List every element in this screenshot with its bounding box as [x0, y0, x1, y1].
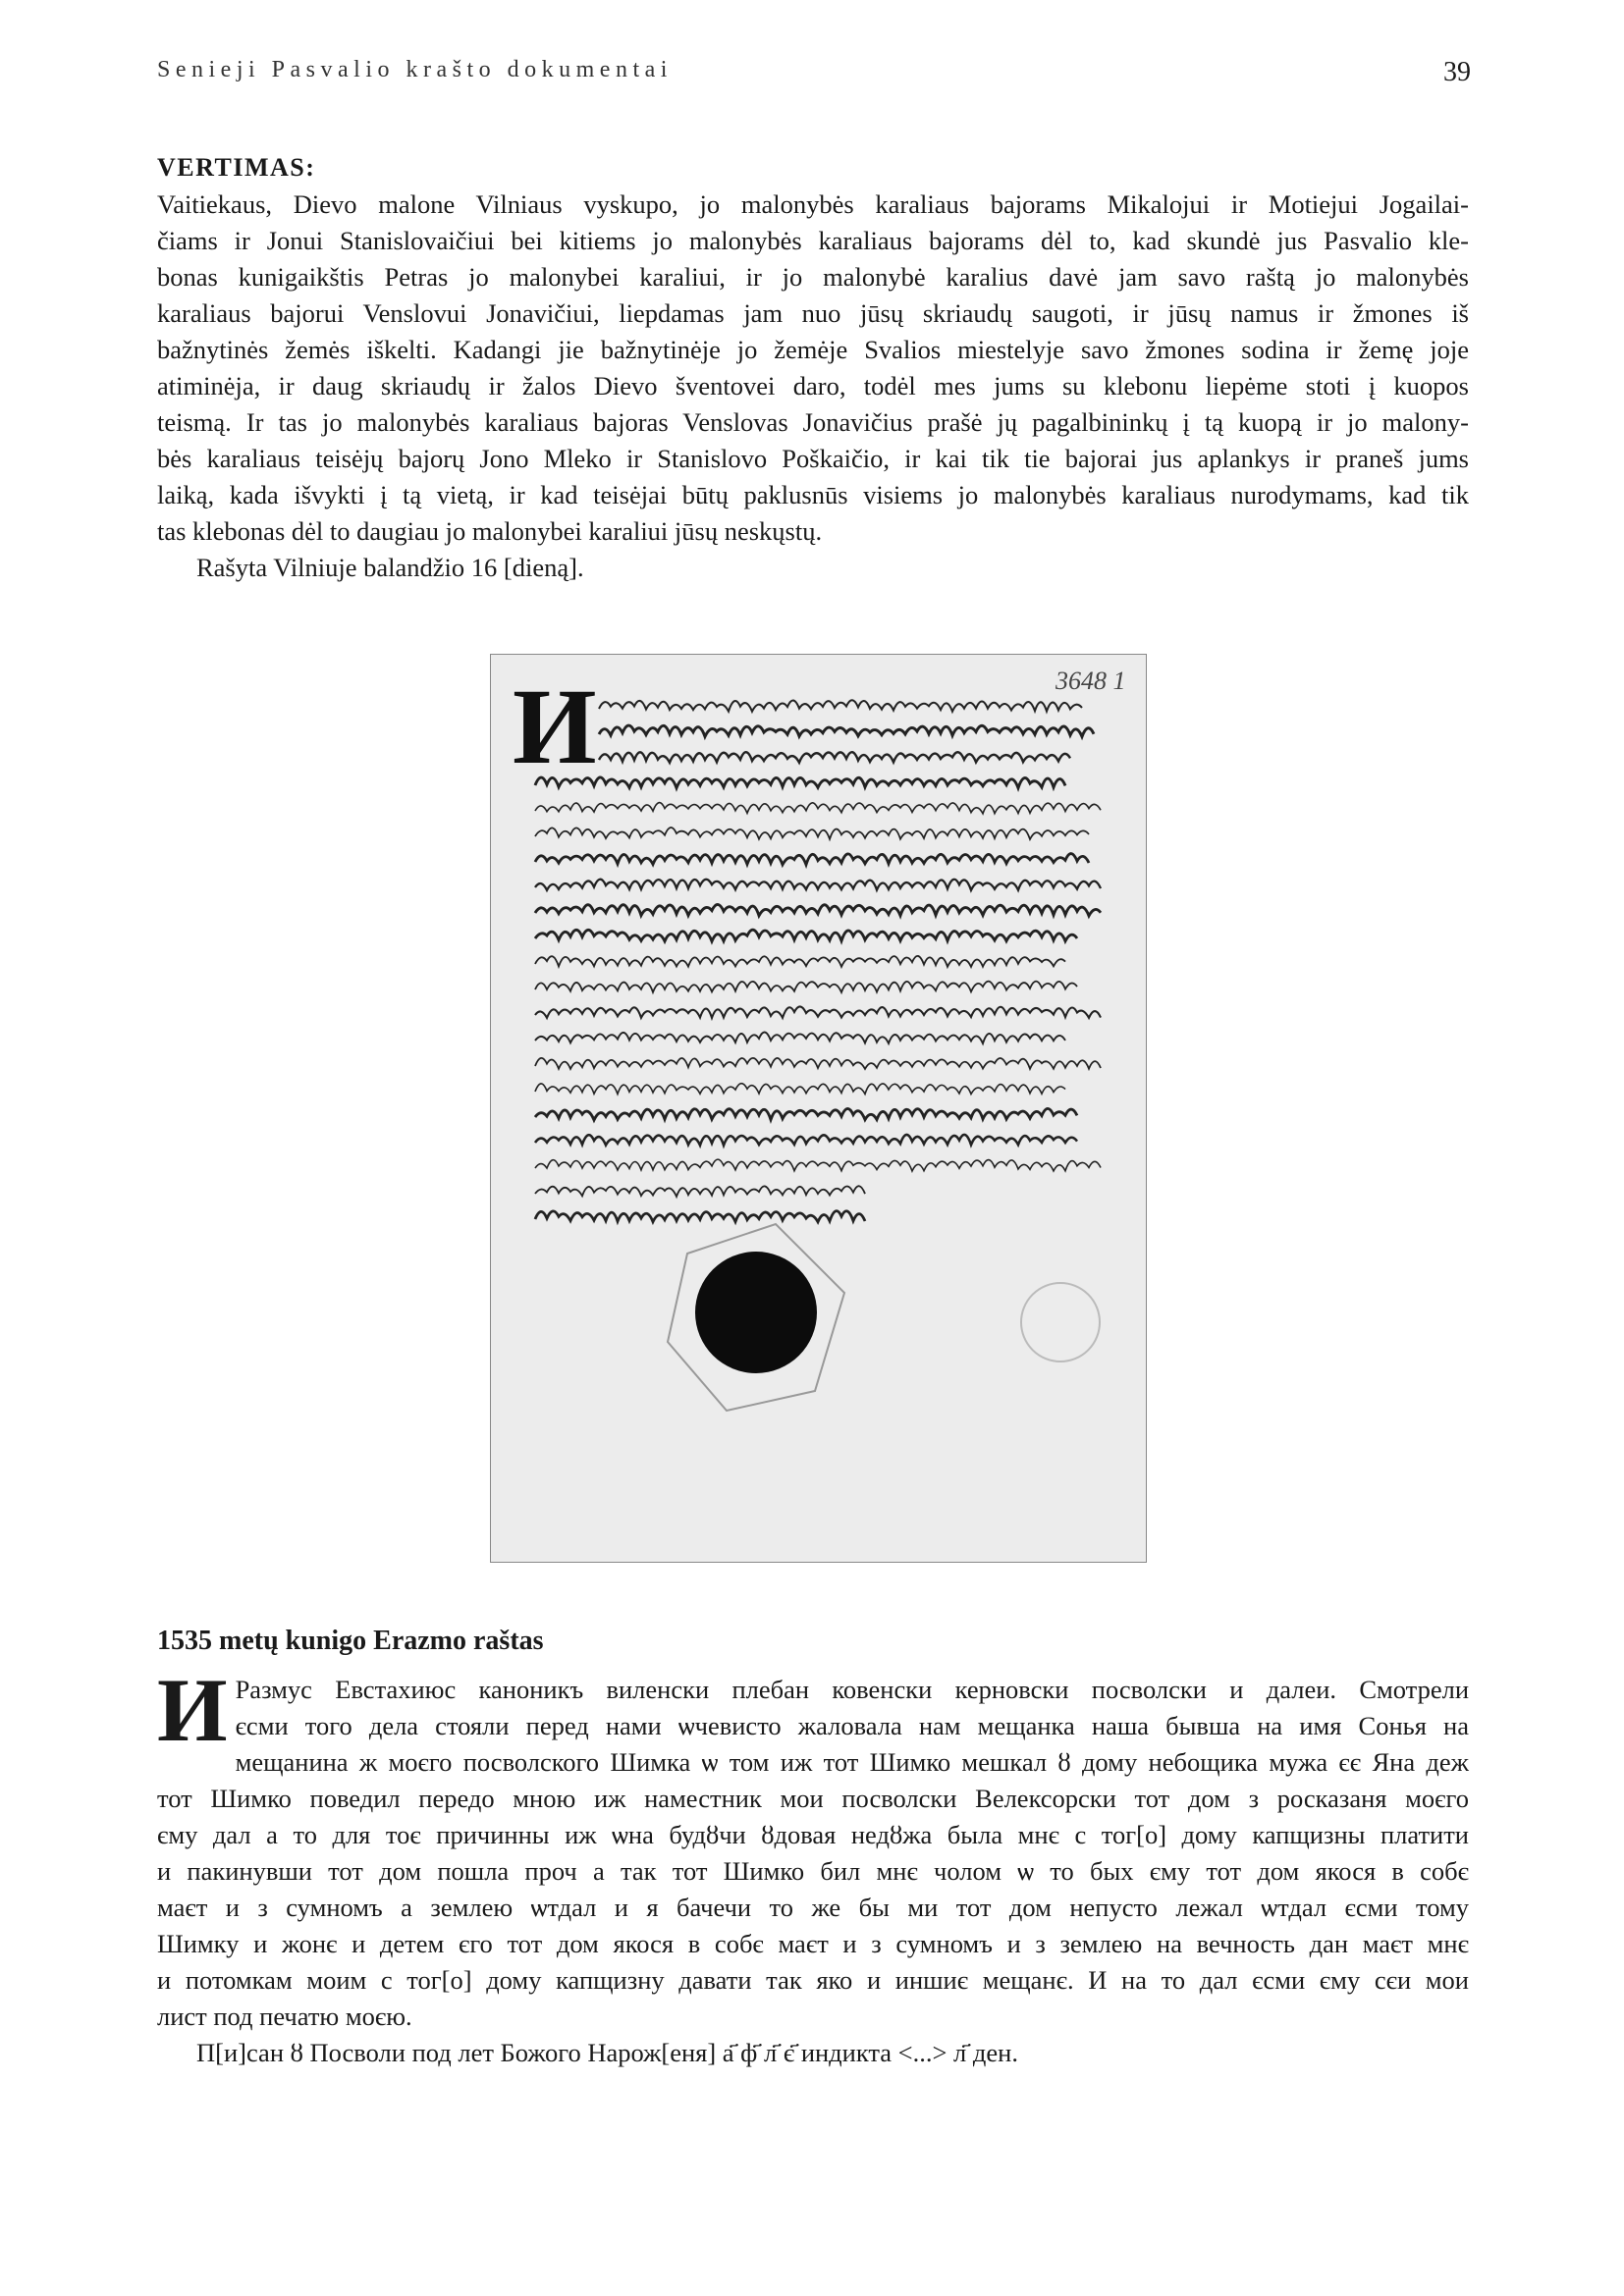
manuscript-image — [490, 654, 1147, 1563]
running-title: Senieji Pasvalio krašto dokumentai — [157, 57, 673, 82]
text-line: bažnytinės žemės iškelti. Kadangi jie bažnytinėje jo žemėje Svalios miestelyje savo žmones sodina ir žemę joje — [157, 335, 1469, 364]
manuscript-initial: И — [513, 667, 597, 786]
text-line: bės karaliaus teisėjų bajorų Jono Mleko ir Stanislovo Poškaičio, ir kai tik tie bajorai jus aplankys ir praneš jums — [157, 444, 1469, 473]
text-line: Шимку и жонє и детем єго тот дом якося в собє маєт и з сумномъ и з землею на вечность дан маєт мнє — [157, 1929, 1469, 1958]
text-line: мещанина ж моєго посволского Шимка ѡ том иж тот Шимко мешкал ȣ дому небощика мужа єє Яна деж — [235, 1747, 1469, 1777]
text-line: маєт и з сумномъ а землею ѡтдал и я бачечи то же бы ми тот дом непусто лежал ѡтдал єсми тому — [157, 1893, 1469, 1922]
text-line: čiams ir Jonui Stanislovaičiui bei kitiems jo malonybės karaliaus bajorams dėl to, kad skundė jus Pasvalio kle- — [157, 226, 1469, 255]
document-heading: 1535 metų kunigo Erazmo raštas — [157, 1626, 544, 1656]
dating-line: П[и]сан ȣ Посволи под лет Божого Нарож[еня] а҃ ф҃ л҃ є҃ индикта <...> л҃ ден. — [196, 2038, 1018, 2067]
text-line: єсми того дела стояли перед нами ѡчевисто жаловала нам мещанка наша бывша на имя Сонья на — [235, 1711, 1469, 1740]
text-line: тот Шимко поведил передо мною иж наместник мои посволски Велексорски тот дом з росказаня моєго — [157, 1784, 1469, 1813]
archive-number: 3648 1 — [1056, 667, 1126, 695]
page-number: 39 — [1443, 57, 1471, 87]
text-line: и потомкам моим с тог[о] дому капщизну давати так яко и иншиє мещанє. И на то дал єсми єму сєи мои — [157, 1965, 1469, 1995]
text-line: єму дал а то для тоє причинны иж ѡна будȣчи ȣдовая недȣжа была мнє с тог[о] дому капщизны платити — [157, 1820, 1469, 1849]
text-line: Размус Евстахиюс каноникъ виленски плебан ковенски керновски посволски и далеи. Смотрели — [235, 1675, 1469, 1704]
translation-text — [157, 187, 1469, 586]
text-line: и пакинувши тот дом пошла проч а так тот Шимко бил мнє чолом ѡ то бых єму тот дом якося в собє — [157, 1856, 1469, 1886]
text-line: teismą. Ir tas jo malonybės karaliaus bajoras Venslovas Jonavičius prašė jų pagalbininkų į tą kuopą ir jo malony- — [157, 407, 1469, 437]
translation-heading: VERTIMAS: — [157, 153, 316, 182]
text-line: tas klebonas dėl to daugiau jo malonybei karaliui jūsų neskųstų. — [157, 516, 823, 546]
drop-cap: И — [157, 1660, 228, 1760]
text-line: лист под печатю моєю. — [157, 2002, 412, 2031]
document-text — [157, 1660, 1469, 2071]
text-line: laiką, kada išvykti į tą vietą, ir kad teisėjai būtų paklusnūs visiems jo malonybės karaliaus nurodymams, kad tik — [157, 480, 1469, 509]
text-line: atiminėja, ir daug skriaudų ir žalos Dievo šventovei daro, todėl mes jums su klebonu liepėme stoti į kuopos — [157, 371, 1469, 400]
signature-line: Rašyta Vilniuje balandžio 16 [dieną]. — [196, 553, 584, 582]
text-line: karaliaus bajorui Venslovui Jonavičiui, liepdamas jam nuo jūsų skriaudų saugoti, ir jūsų namus ir žmones iš — [157, 298, 1469, 328]
text-line: Vaitiekaus, Dievo malone Vilniaus vyskupo, jo malonybės karaliaus bajorams Mikalojui ir Motiejui Jogailai- — [157, 189, 1469, 219]
text-line: bonas kunigaikštis Petras jo malonybei karaliui, ir jo malonybė karalius davė jam savo raštą jo malonybės — [157, 262, 1469, 292]
manuscript-scan — [491, 655, 1146, 1562]
